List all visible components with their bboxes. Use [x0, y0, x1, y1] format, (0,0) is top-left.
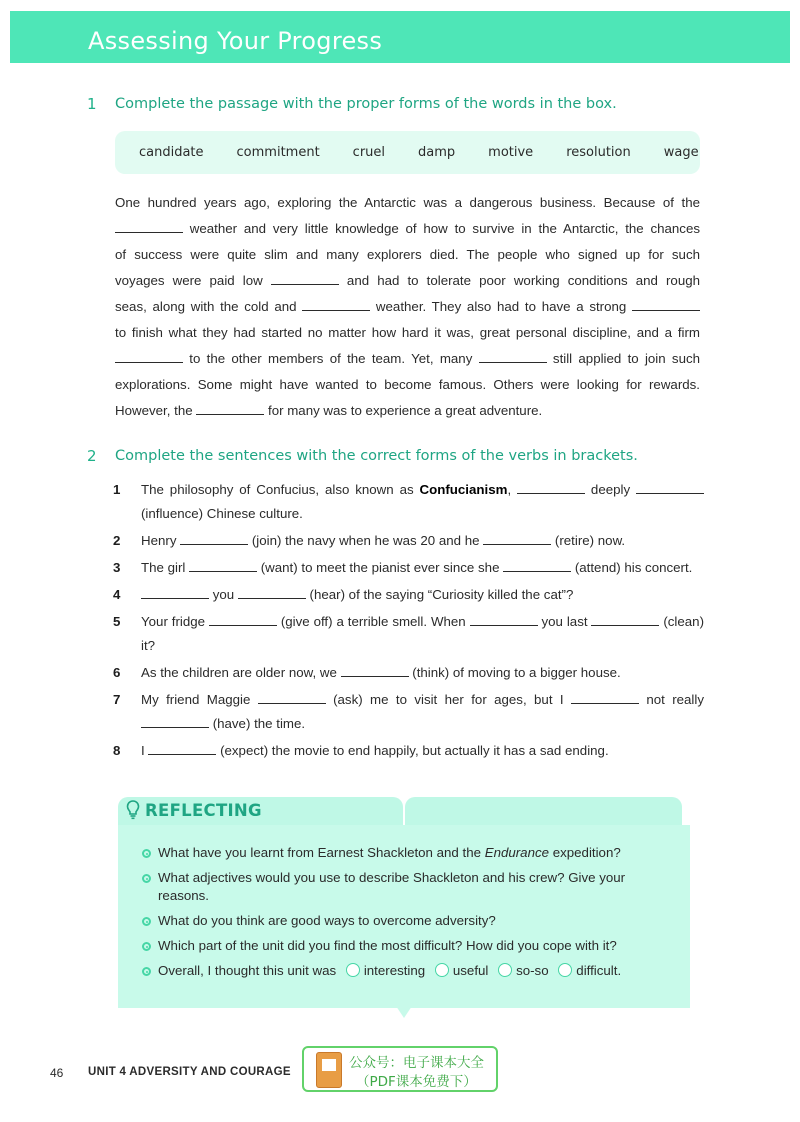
answer-blank[interactable]: [258, 692, 326, 704]
sentence-text: (clean): [659, 614, 705, 629]
passage-line: [115, 324, 700, 342]
sentence-text: ,: [507, 482, 518, 497]
reflecting-question-italic: Endurance: [484, 845, 550, 860]
bullet-icon: [142, 849, 151, 858]
reflecting-question-text: What have you learnt from Earnest Shackleton and the: [158, 845, 485, 860]
page-number: 46: [50, 1066, 64, 1080]
option-radio[interactable]: [498, 963, 512, 977]
passage-line: [115, 350, 700, 368]
reflecting-question: [158, 845, 621, 860]
passage-line: [115, 272, 700, 290]
passage-line: [115, 220, 700, 238]
answer-blank[interactable]: [632, 299, 700, 311]
passage-text: and had to tolerate poor working conditions and rough: [338, 273, 701, 288]
sentence-line: [141, 614, 704, 629]
passage-text: weather. They also had to have a strong: [370, 299, 632, 314]
answer-blank[interactable]: [196, 403, 264, 415]
sentence-text: Henry: [141, 533, 181, 548]
passage-line: [115, 402, 700, 420]
option-label: difficult.: [576, 963, 622, 978]
lightbulb-icon: [126, 800, 140, 825]
sentence-number: 4: [113, 587, 121, 602]
sentence-line: [141, 692, 704, 707]
option-radio[interactable]: [435, 963, 449, 977]
passage-text: However, the: [115, 403, 197, 418]
sentence-number: 5: [113, 614, 121, 629]
sentence-text: you last: [537, 614, 592, 629]
bullet-icon: [142, 967, 151, 976]
sentence-number: 8: [113, 743, 121, 758]
answer-blank[interactable]: [479, 351, 547, 363]
answer-blank[interactable]: [470, 614, 538, 626]
word-box-item: wage: [663, 145, 699, 160]
sentence-text: (retire) now.: [551, 533, 626, 548]
passage-text: for many was to experience a great adventure.: [264, 403, 543, 418]
answer-blank[interactable]: [571, 692, 639, 704]
sentence-text: (attend) his concert.: [571, 560, 693, 575]
sentence-number: 3: [113, 560, 121, 575]
reflecting-title: REFLECTING: [145, 801, 262, 820]
sentence-text: Your fridge: [141, 614, 209, 629]
sentence-text: (want) to meet the pianist ever since she: [257, 560, 504, 575]
answer-blank[interactable]: [189, 560, 257, 572]
sentence-line: [141, 482, 704, 497]
sentence-text: The philosophy of Confucius, also known as: [141, 482, 420, 497]
watermark-stamp: [302, 1046, 498, 1092]
sentence-text: it?: [141, 638, 156, 653]
bullet-icon: [142, 874, 151, 883]
sentence-text: My friend Maggie: [141, 692, 258, 707]
answer-blank[interactable]: [238, 587, 306, 599]
sentence-text: (ask) me to visit her for ages, but I: [325, 692, 571, 707]
sentence-number: 1: [113, 482, 121, 497]
answer-blank[interactable]: [148, 743, 216, 755]
passage-text: seas, along with the cold and: [115, 299, 303, 314]
sentence-number: 6: [113, 665, 121, 680]
reflecting-question-continued: reasons.: [158, 888, 209, 903]
passage-text: of success were quite slim and many explorers died. The people who signed up for such: [115, 247, 700, 262]
answer-blank[interactable]: [636, 482, 704, 494]
sentence-line: [141, 560, 704, 575]
sentence-line: [141, 665, 704, 680]
sentence-text: (give off) a terrible smell. When: [276, 614, 470, 629]
sentence-text: (hear) of the saying “Curiosity killed the cat”?: [305, 587, 574, 602]
passage-text: explorations. Some might have wanted to become famous. Others were looking for rewards.: [115, 377, 700, 392]
passage-text: to the other members of the team. Yet, many: [183, 351, 479, 366]
sentence-text: deeply: [585, 482, 636, 497]
answer-blank[interactable]: [483, 533, 551, 545]
passage-text: still applied to join such: [546, 351, 701, 366]
answer-blank[interactable]: [271, 273, 339, 285]
passage-line: [115, 246, 700, 264]
word-box-item: commitment: [236, 145, 320, 160]
sentence-line: [141, 743, 704, 758]
answer-blank[interactable]: [591, 614, 659, 626]
passage-text: voyages were paid low: [115, 273, 271, 288]
sentence-number: 2: [113, 533, 121, 548]
word-box: [115, 131, 700, 174]
word-box-item: motive: [488, 145, 534, 160]
section-2-title: Complete the sentences with the correct forms of the verbs in brackets.: [115, 448, 638, 464]
option-label: so-so: [516, 963, 549, 978]
reflecting-question: What do you think are good ways to overcome adversity?: [158, 913, 496, 928]
reflecting-question: Which part of the unit did you find the most difficult? How did you cope with it?: [158, 938, 617, 953]
reflecting-question: What adjectives would you use to describe Shackleton and his crew? Give your: [158, 870, 626, 885]
passage-line: [115, 298, 700, 316]
word-box-item: damp: [418, 145, 456, 160]
key-term: Confucianism: [419, 482, 508, 497]
passage-text: weather and very little knowledge of how to survive in the Antarctic, the chances: [183, 221, 700, 236]
reflecting-rating: [158, 963, 621, 978]
reflecting-notch: [396, 1006, 412, 1018]
sentence-text: you: [209, 587, 238, 602]
sentence-text: not really: [638, 692, 704, 707]
rating-lead: Overall, I thought this unit was: [158, 963, 337, 978]
passage-text: One hundred years ago, exploring the Antarctic was a dangerous business. Because of the: [115, 195, 700, 210]
sentence-text: (join) the navy when he was 20 and he: [248, 533, 484, 548]
sentence-text: (think) of moving to a bigger house.: [408, 665, 621, 680]
answer-blank[interactable]: [141, 587, 209, 599]
sentence-number: 7: [113, 692, 121, 707]
book-logo-icon: [316, 1052, 342, 1088]
sentence-text: As the children are older now, we: [141, 665, 341, 680]
answer-blank[interactable]: [141, 716, 209, 728]
answer-blank[interactable]: [302, 299, 370, 311]
bullet-icon: [142, 942, 151, 951]
sentence-text: (expect) the movie to end happily, but actually it has a sad ending.: [216, 743, 609, 758]
section-2-number: 2: [87, 447, 97, 465]
sentence-text: (have) the time.: [209, 716, 306, 731]
passage-line: [115, 376, 700, 394]
passage-line: [115, 194, 700, 212]
unit-label: UNIT 4 ADVERSITY AND COURAGE: [88, 1066, 291, 1078]
option-radio[interactable]: [346, 963, 360, 977]
answer-blank[interactable]: [209, 614, 277, 626]
page-title: Assessing Your Progress: [88, 27, 383, 55]
option-label: useful: [452, 963, 489, 978]
sentence-text: I: [141, 743, 149, 758]
sentence-line: [141, 587, 704, 602]
stamp-text: 公众号：电子课本大全: [349, 1055, 484, 1071]
sentence-line: [141, 716, 704, 731]
option-label: interesting: [363, 963, 426, 978]
option-radio[interactable]: [558, 963, 572, 977]
sentence-text: The girl: [141, 560, 190, 575]
answer-blank[interactable]: [115, 351, 183, 363]
answer-blank[interactable]: [180, 533, 248, 545]
section-1-title: Complete the passage with the proper forms of the words in the box.: [115, 96, 617, 112]
answer-blank[interactable]: [517, 482, 585, 494]
section-1-number: 1: [87, 95, 97, 113]
sentence-line: [141, 533, 704, 548]
reflecting-question-text: expedition?: [549, 845, 621, 860]
word-box-item: cruel: [352, 145, 386, 160]
sentence-line: [141, 506, 704, 521]
stamp-text: （PDF课本免费下）: [356, 1074, 477, 1090]
answer-blank[interactable]: [503, 560, 571, 572]
word-box-item: resolution: [566, 145, 631, 160]
sentence-text: (influence) Chinese culture.: [141, 506, 303, 521]
sentence-line: [141, 638, 704, 653]
reflecting-tab-right: [405, 797, 682, 825]
bullet-icon: [142, 917, 151, 926]
answer-blank[interactable]: [341, 665, 409, 677]
passage-text: to finish what they had started no matter how hard it was, great personal discipline, and a firm: [115, 325, 700, 340]
word-box-item: candidate: [139, 145, 204, 160]
answer-blank[interactable]: [115, 221, 183, 233]
